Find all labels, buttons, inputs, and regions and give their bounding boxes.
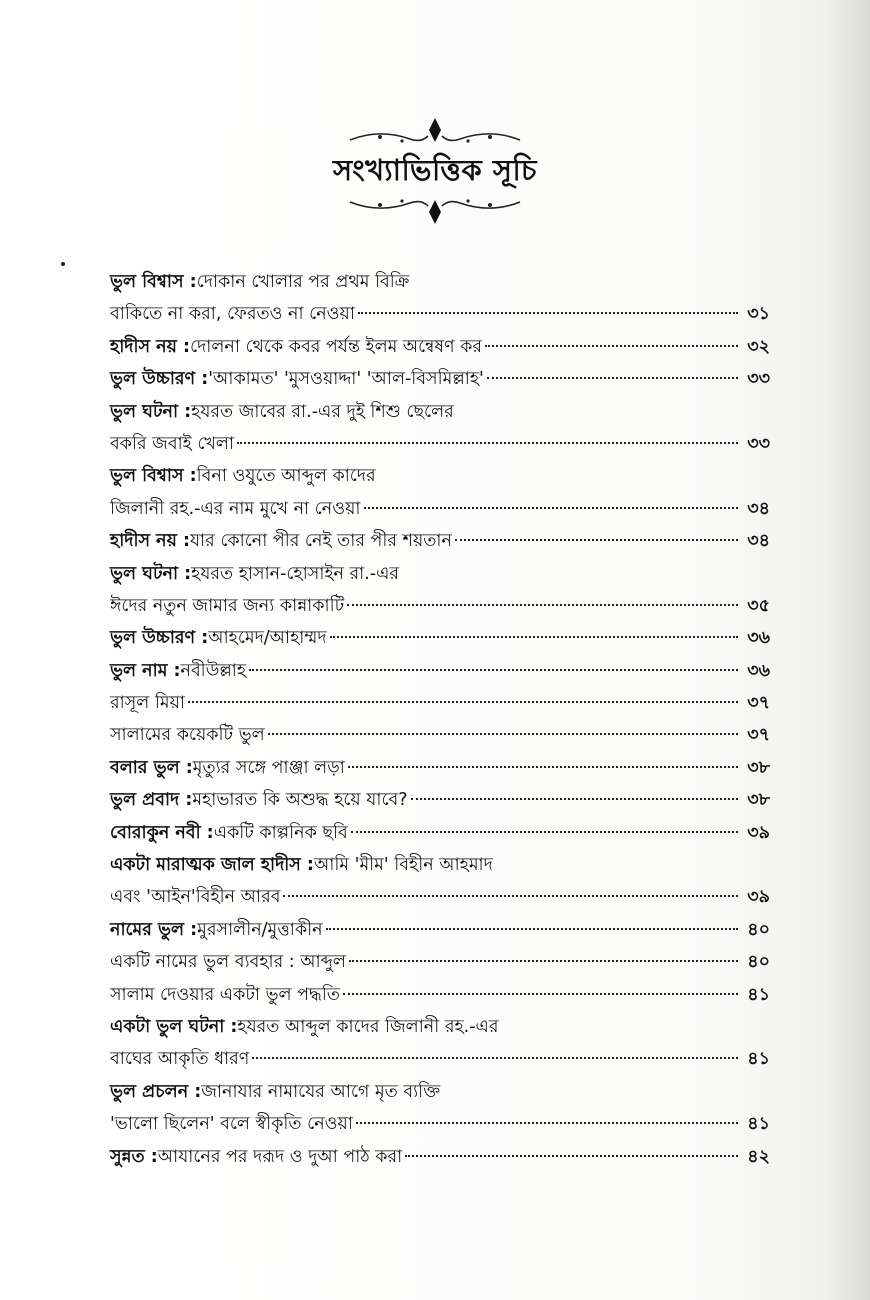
toc-entry-title: হযরত হাসান-হোসাইন রা.-এর	[191, 563, 400, 584]
toc-entry	[110, 558, 770, 590]
toc-entry-title: হযরত জাবের রা.-এর দুই শিশু ছেলের	[191, 401, 454, 422]
toc-entry	[110, 298, 770, 330]
toc-entry	[110, 817, 770, 849]
toc-entry-category: হাদীস নয় :	[110, 336, 190, 357]
toc-entry	[110, 1076, 770, 1108]
toc-entry-title: দোকান খোলার পর প্রথম বিক্রি	[196, 272, 410, 292]
toc-entry-category: ভুল উচ্চারণ :	[110, 369, 209, 390]
toc-entry	[110, 331, 770, 363]
toc-entry-category: ভুল ঘটনা :	[110, 401, 192, 422]
toc-page-number: ৩৩	[747, 369, 770, 390]
toc-entry-title: আহমেদ/আহাম্মদ	[208, 628, 327, 649]
dot-leader	[356, 1122, 738, 1124]
toc-page-number: ৪১	[747, 984, 770, 1005]
toc-entry-category: বলার ভুল :	[110, 757, 193, 778]
dot-leader	[347, 604, 738, 606]
toc-entry	[110, 946, 770, 978]
toc-entry-title: বিনা ওযুতে আব্দুল কাদের	[196, 466, 376, 487]
dot-leader	[358, 312, 738, 314]
toc-entry-category: ভুল প্রচলন :	[110, 1081, 202, 1102]
toc-entry-title: নবীউল্লাহ	[180, 660, 247, 681]
stray-ink-dot	[61, 262, 65, 266]
toc-entry	[110, 622, 770, 654]
toc-page-number: ৩৫	[747, 595, 770, 616]
toc-entry	[110, 493, 770, 525]
toc-page-number: ৪০	[747, 919, 770, 940]
dot-leader	[351, 831, 738, 833]
toc-page-number: ৩৪	[747, 531, 770, 552]
toc-entry-title: বাঘের আকৃতি ধারণ	[110, 1049, 250, 1070]
toc-page-number: ৩৬	[747, 628, 770, 649]
toc-page-number: ৪১	[747, 1114, 770, 1135]
toc-entry-title: 'আকামত' 'মুসওয়াদ্দা' 'আল-বিসমিল্লাহ'	[208, 369, 484, 390]
toc-entry	[110, 655, 770, 687]
toc-entry	[110, 914, 770, 946]
toc-entry-title: বকরি জবাই খেলা	[110, 433, 235, 454]
toc-entry-title: হযরত আব্দুল কাদের জিলানী রহ.-এর	[237, 1016, 499, 1037]
toc-entry-title: দোলনা থেকে কবর পর্যন্ত ইলম অন্বেষণ কর	[189, 336, 483, 357]
toc-entry-title: আমি 'মীম' বিহীন আহমাদ	[313, 855, 493, 876]
dot-leader	[411, 798, 738, 800]
toc-entry-category: বোরাকুন নবী :	[110, 822, 214, 843]
toc-entry-title: মহাভারত কি অশুদ্ধ হয়ে যাবে?	[192, 790, 408, 811]
ornament-divider-icon	[340, 190, 530, 230]
toc-entry	[110, 1141, 770, 1173]
toc-page-number: ৩২	[747, 336, 770, 357]
dot-leader	[487, 377, 738, 379]
toc-entry-category: সুন্নত :	[110, 1146, 158, 1167]
table-of-contents	[110, 266, 770, 1173]
toc-entry-title: সালামের কয়েকটি ভুল	[110, 725, 265, 746]
toc-page-number: ৩৮	[747, 757, 770, 778]
toc-entry-title: ঈদের নতুন জামার জন্য কান্নাকাটি	[110, 595, 345, 616]
dot-leader	[249, 669, 738, 671]
ornament-divider-icon	[340, 112, 530, 152]
dot-leader	[349, 960, 738, 962]
dot-leader	[268, 733, 738, 735]
toc-page-number: ৪২	[747, 1146, 770, 1167]
toc-page-number: ৪০	[747, 952, 770, 973]
toc-entry	[110, 460, 770, 492]
toc-page-number: ৩৩	[747, 433, 770, 454]
dot-leader	[188, 701, 738, 703]
toc-entry	[110, 849, 770, 881]
toc-entry-category: নামের ভুল :	[110, 919, 198, 940]
dot-leader	[364, 507, 739, 509]
toc-entry-category: ভুল নাম :	[110, 660, 181, 681]
toc-entry-category: একটা ভুল ঘটনা :	[110, 1016, 238, 1037]
toc-page-number: ৩১	[747, 304, 770, 325]
toc-entry	[110, 363, 770, 395]
toc-entry-category: ভুল বিশ্বাস :	[110, 272, 197, 292]
dot-leader	[455, 539, 738, 541]
dot-leader	[252, 1057, 738, 1059]
toc-entry-title: এবং 'আইন'বিহীন আরব	[110, 887, 281, 908]
toc-entry	[110, 525, 770, 557]
toc-entry	[110, 881, 770, 913]
toc-page-number: ৪১	[747, 1049, 770, 1070]
toc-entry-title: মৃত্যুর সঙ্গে পাঞ্জা লড়া	[192, 757, 345, 778]
toc-entry-category: একটা মারাত্মক জাল হাদীস :	[110, 855, 314, 876]
dot-leader	[330, 636, 738, 638]
toc-entry	[110, 396, 770, 428]
toc-entry	[110, 979, 770, 1011]
toc-entry	[110, 1108, 770, 1140]
toc-entry	[110, 784, 770, 816]
toc-page-number: ৩৯	[747, 887, 770, 908]
toc-entry-title: একটি নামের ভুল ব্যবহার : আব্দুল	[110, 952, 346, 973]
toc-page-number: ৩৮	[747, 790, 770, 811]
toc-entry-title: আযানের পর দরূদ ও দুআ পাঠ করা	[157, 1146, 403, 1167]
toc-entry	[110, 719, 770, 751]
toc-entry-title: যার কোনো পীর নেই তার পীর শয়তান	[189, 531, 452, 552]
toc-page-number: ৩৬	[747, 660, 770, 681]
toc-entry-title: রাসূল মিয়া	[110, 693, 185, 714]
dot-leader	[405, 1155, 738, 1157]
toc-entry-category: ভুল উচ্চারণ :	[110, 628, 209, 649]
toc-entry	[110, 752, 770, 784]
toc-page-number: ৩৪	[747, 498, 770, 519]
dot-leader	[237, 442, 738, 444]
toc-entry	[110, 1043, 770, 1075]
toc-entry-title: জানাযার নামাযের আগে মৃত ব্যক্তি	[201, 1081, 441, 1102]
dot-leader	[326, 928, 738, 930]
toc-entry-category: ভুল বিশ্বাস :	[110, 466, 197, 487]
toc-entry-title: একটি কাল্পনিক ছবি	[213, 822, 348, 843]
toc-entry	[110, 428, 770, 460]
toc-entry-category: হাদীস নয় :	[110, 531, 190, 552]
dot-leader	[485, 345, 738, 347]
toc-page-number: ৩৭	[747, 693, 770, 714]
toc-entry-title: সালাম দেওয়ার একটা ভুল পদ্ধতি	[110, 984, 340, 1005]
toc-entry-category: ভুল প্রবাদ :	[110, 790, 193, 811]
dot-leader	[348, 766, 738, 768]
toc-entry-title: 'ভালো ছিলেন' বলে স্বীকৃতি নেওয়া	[110, 1114, 353, 1135]
toc-page-number: ৩৯	[747, 822, 770, 843]
toc-entry-title: জিলানী রহ.-এর নাম মুখে না নেওয়া	[110, 498, 361, 519]
dot-leader	[283, 895, 738, 897]
toc-entry	[110, 590, 770, 622]
toc-page-number: ৩৭	[747, 725, 770, 746]
dot-leader	[343, 993, 738, 995]
toc-entry	[110, 687, 770, 719]
page-title: সংখ্যাভিত্তিক সূচি	[333, 153, 537, 187]
toc-entry	[110, 266, 770, 298]
toc-entry-title: মুরসালীন/মুত্তাকীন	[197, 919, 323, 940]
toc-entry	[110, 1011, 770, 1043]
toc-entry-title: বাকিতে না করা, ফেরতও না নেওয়া	[110, 304, 355, 325]
toc-entry-category: ভুল ঘটনা :	[110, 563, 192, 584]
